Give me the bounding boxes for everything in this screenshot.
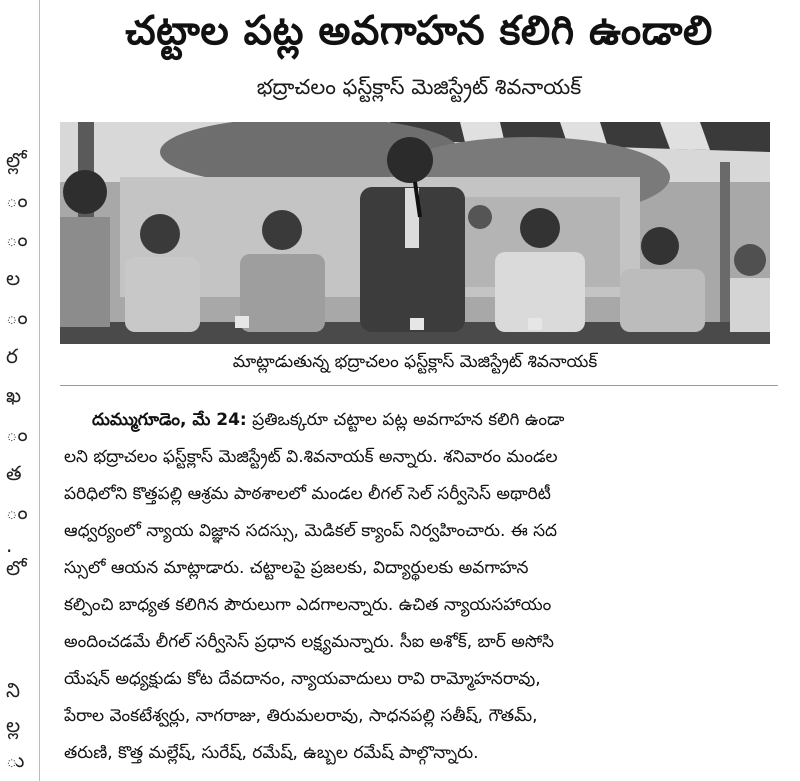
column-fragment: ం	[6, 188, 28, 212]
caption-divider	[60, 385, 778, 386]
article-photo	[60, 122, 770, 344]
column-fragment: ం	[6, 422, 28, 446]
headline: చట్టాల పట్ల అవగాహన కలిగి ఉండాలి	[125, 8, 713, 54]
column-fragment: ం	[6, 500, 28, 524]
column-divider	[39, 0, 40, 781]
subheadline: భద్రాచలం ఫస్ట్‌క్లాస్ మెజిస్ట్రేట్ శివనాయక్	[256, 75, 582, 99]
adjacent-column-fragment	[0, 0, 40, 781]
column-fragment: ం	[6, 227, 28, 251]
news-article	[50, 0, 788, 781]
dateline: దుమ్ముగూడెం, మే 24:	[92, 410, 247, 430]
column-fragment: ం	[6, 305, 28, 329]
body-line: యేషన్ అధ్యక్షుడు కోట దేవదానం, న్యాయవాదులు రావి రామ్మోహనరావు,	[64, 669, 541, 689]
body-line: లని భద్రాచలం ఫస్ట్‌క్లాస్ మెజిస్ట్రేట్ వి.శివనాయక్ అన్నారు. శనివారం మండల	[64, 447, 558, 467]
body-line	[64, 402, 778, 439]
column-fragment: ఖ	[6, 383, 22, 407]
body-line-text: ప్రతిఒక్కరూ చట్టాల పట్ల అవగాహన కలిగి ఉండా	[246, 410, 565, 430]
column-fragment: ు	[6, 748, 25, 772]
body-line: స్సులో ఆయన మాట్లాడారు. చట్టాలపై ప్రజలకు, విద్యార్థులకు అవగాహన	[64, 558, 529, 578]
body-line: ఆధ్వర్యంలో న్యాయ విజ్ఞాన సదస్సు, మెడికల్ క్యాంప్ నిర్వహించారు. ఈ సద	[64, 521, 558, 541]
photo-caption: మాట్లాడుతున్న భద్రాచలం ఫస్ట్‌క్లాస్ మెజిస్ట్రేట్ శివనాయక్	[232, 352, 598, 372]
column-fragment: త	[6, 461, 22, 485]
body-line: పేరాల వెంకటేశ్వర్లు, నాగరాజు, తిరుమలరావు, సాధనపల్లి సతీష్, గౌతమ్,	[64, 706, 538, 726]
column-fragment: ల్లో	[6, 148, 27, 172]
body-line: పరిధిలోని కొత్తపల్లి ఆశ్రమ పాఠశాలలో మండల లీగల్ సెల్ సర్వీసెస్ అథారిటీ	[64, 484, 551, 504]
column-fragment: ల్ల	[6, 713, 21, 737]
column-fragment: ని	[6, 678, 21, 702]
column-fragment: లో	[6, 556, 27, 580]
column-fragment: .	[6, 533, 13, 557]
body-line: తరుణి, కొత్త మల్లేష్, సురేష్, రమేష్, ఉబ్బల రమేష్ పాల్గొన్నారు.	[64, 743, 479, 763]
column-fragment: ర	[6, 344, 18, 368]
article-body	[64, 402, 778, 772]
column-fragment: ల	[6, 266, 21, 290]
body-line: కల్పించి బాధ్యత కలిగిన పౌరులుగా ఎదగాలన్నారు. ఉచిత న్యాయసహాయం	[64, 595, 552, 615]
body-line: అందించడమే లీగల్ సర్వీసెస్ ప్రధాన లక్ష్యమన్నారు. సీఐ అశోక్, బార్ అసోసి	[64, 632, 554, 652]
